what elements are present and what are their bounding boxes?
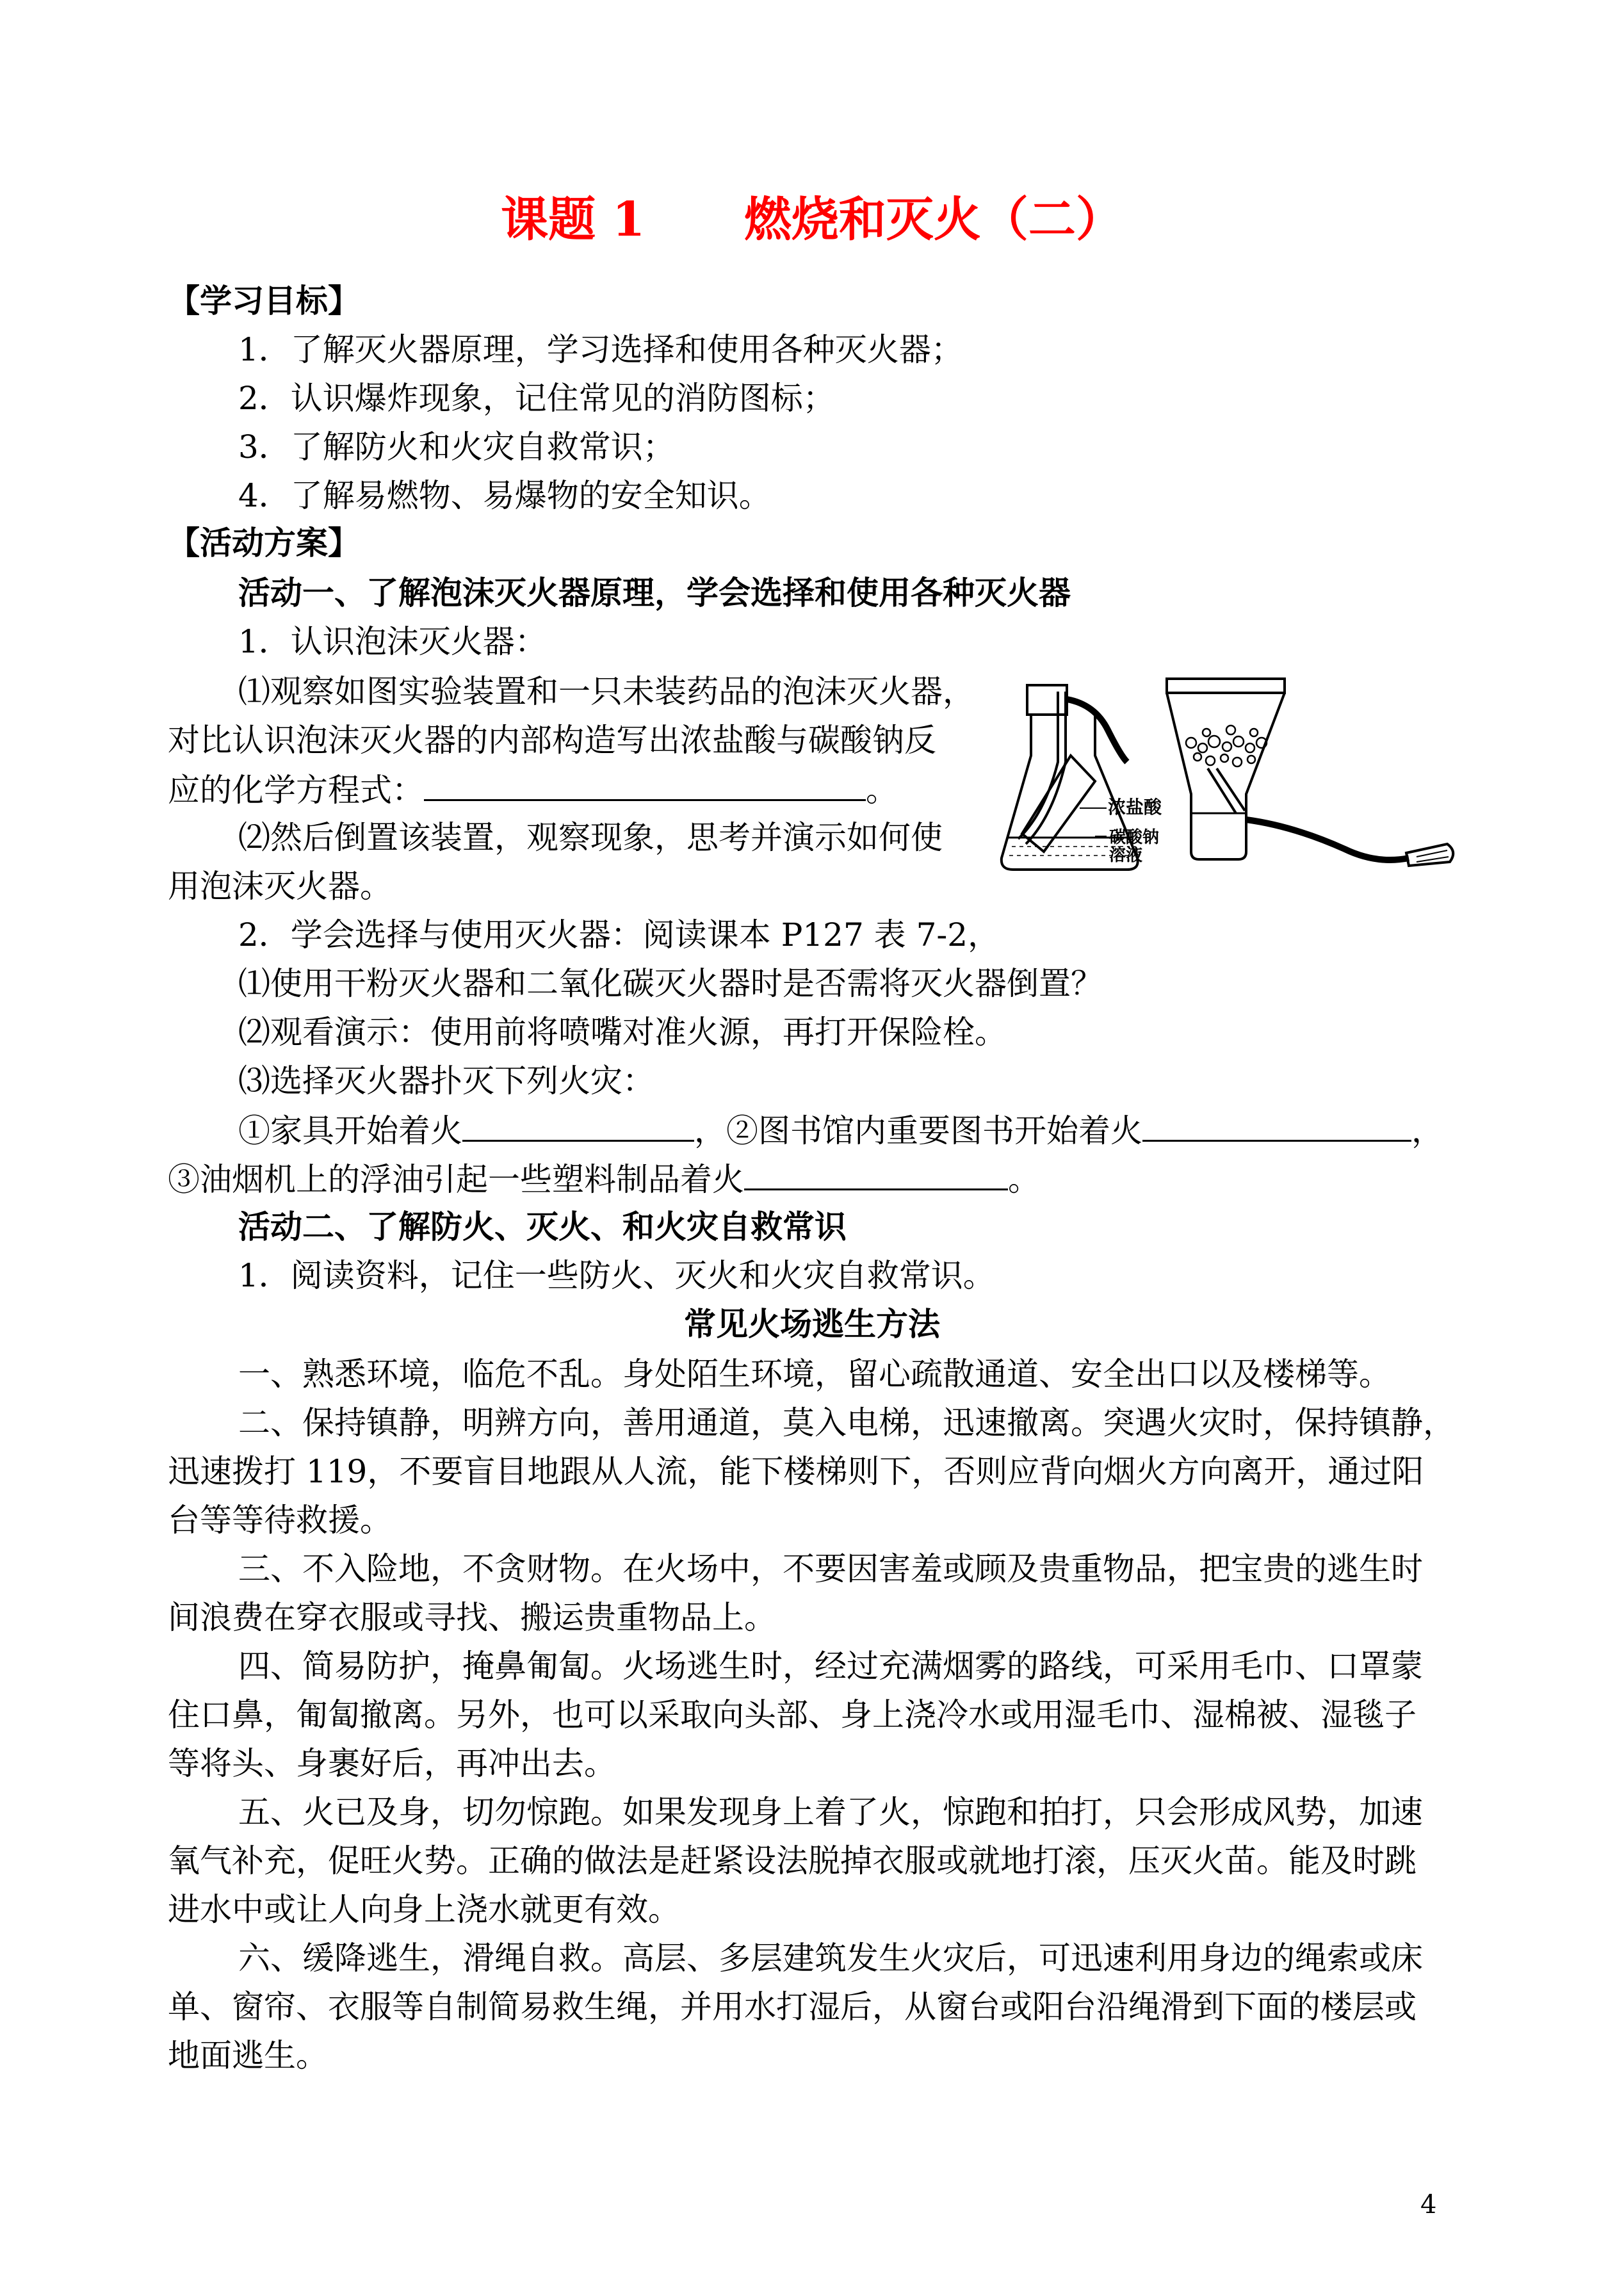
article-line: 迅速拨打 119，不要盲目地跟从人流，能下楼梯则下，否则应背向烟火方向离开，通过阳: [168, 1453, 1424, 1490]
article-line: 氧气补充，促旺火势。正确的做法是赶紧设法脱掉衣服或就地打滚，压灭火苗。能及时跳: [168, 1842, 1417, 1879]
objective-item: 3．了解防火和火灾自救常识；: [238, 428, 675, 466]
question-item: ⑶选择灭火器扑灭下列火灾：: [238, 1062, 654, 1099]
answer-blank-furniture[interactable]: [462, 1110, 694, 1142]
fire-case-books: ，②图书馆内重要图书开始着火: [694, 1112, 1142, 1149]
article-line: 二、保持镇静，明辨方向，善用通道，莫入电梯，迅速撤离。突遇火灾时，保持镇静，: [238, 1404, 1455, 1441]
fire-choice-row: ①家具开始着火 ，②图书馆内重要图书开始着火 ，: [238, 1110, 1443, 1150]
article-line: 住口鼻，匍匐撤离。另外，也可以采取向头部、身上浇冷水或用湿毛巾、湿棉被、湿毯子: [168, 1696, 1417, 1733]
inverted-extinguisher: [1167, 679, 1453, 866]
fire-extinguisher-apparatus-diagram: [999, 666, 1460, 884]
spray-hose: [1246, 820, 1409, 860]
article-line: 进水中或让人向身上浇水就更有效。: [168, 1891, 680, 1928]
label-solution: 溶液: [1109, 846, 1143, 865]
spray-nozzle: [1406, 844, 1453, 866]
activity1-sub1: 1．认识泡沫灭火器：: [238, 623, 547, 660]
article-line: 六、缓降逃生，滑绳自救。高层、多层建筑发生火灾后，可迅速利用身边的绳索或床: [238, 1940, 1423, 1977]
outlet-hose: [1067, 699, 1127, 762]
activity2-sub1: 1．阅读资料，记住一些防火、灭火和火灾自救常识。: [238, 1257, 995, 1294]
article-line: 等将头、身裹好后，再冲出去。: [168, 1745, 616, 1782]
paragraph-line: ⑵然后倒置该装置，观察现象，思考并演示如何使: [238, 819, 943, 856]
objective-item: 4．了解易燃物、易爆物的安全知识。: [238, 477, 771, 514]
article-title: 常见火场逃生方法: [684, 1305, 940, 1343]
question-item: ⑴使用干粉灭火器和二氧化碳灭火器时是否需将灭火器倒置？: [238, 965, 1103, 1002]
article-line: 四、简易防护，掩鼻匍匐。火场逃生时，经过充满烟雾的路线，可采用毛巾、口罩蒙: [238, 1648, 1423, 1685]
objectives-header: 【学习目标】: [168, 282, 360, 320]
article-line: 地面逃生。: [168, 2037, 328, 2074]
article-line: 台等等待救援。: [168, 1502, 392, 1539]
article-line: 三、不入险地，不贪财物。在火场中，不要因害羞或顾及贵重物品，把宝贵的逃生时: [238, 1550, 1423, 1587]
article-line: 一、熟悉环境，临危不乱。身处陌生环境，留心疏散通道、安全出口以及楼梯等。: [238, 1356, 1391, 1393]
equation-period: 。: [866, 772, 898, 809]
foam-bubbles: [1186, 726, 1267, 766]
objective-item: 2．认识爆炸现象，记住常见的消防图标；: [238, 380, 835, 417]
activity2-heading: 活动二、了解防火、灭火、和火灾自救常识: [238, 1208, 847, 1245]
fire-case-furniture: ①家具开始着火: [238, 1112, 462, 1149]
plan-header: 【活动方案】: [168, 524, 360, 562]
paragraph-line: 对比认识泡沫灭火器的内部构造写出浓盐酸与碳酸钠反: [168, 722, 936, 759]
page-title: 课题 1 燃烧和灭火（二）: [501, 192, 1123, 247]
fire-choice-row: ③油烟机上的浮油引起一些塑料制品着火 。: [168, 1159, 1040, 1199]
activity1-sub2: 2．学会选择与使用灭火器：阅读课本 P127 表 7-2，: [238, 916, 1000, 953]
objective-item: 1．了解灭火器原理，学习选择和使用各种灭火器；: [238, 331, 963, 368]
article-line: 五、火已及身，切勿惊跑。如果发现身上着了火，惊跑和拍打，只会形成风势，加速: [238, 1794, 1423, 1831]
article-line: 单、窗帘、衣服等自制简易救生绳，并用水打湿后，从窗台或阳台沿绳滑到下面的楼层或: [168, 1988, 1417, 2025]
label-sodium-carbonate: 碳酸钠: [1109, 828, 1160, 847]
inverted-flask-body: [1167, 693, 1285, 859]
paragraph-line: 用泡沫灭火器。: [168, 868, 392, 905]
page-number: 4: [1420, 2190, 1437, 2219]
article-line: 间浪费在穿衣服或寻找、搬运贵重物品上。: [168, 1599, 776, 1636]
equation-answer-blank[interactable]: [424, 770, 866, 801]
equation-prompt: [168, 770, 898, 809]
fire-case-grease: ③油烟机上的浮油引起一些塑料制品着火: [168, 1161, 744, 1198]
equation-label: 应的化学方程式：: [168, 772, 424, 809]
answer-blank-books[interactable]: [1142, 1110, 1411, 1142]
activity1-heading: 活动一、了解泡沫灭火器原理，学会选择和使用各种灭火器: [238, 574, 1071, 612]
label-concentrated-hcl: 浓盐酸: [1108, 797, 1162, 818]
answer-blank-grease[interactable]: [744, 1159, 1008, 1190]
question-item: ⑵观看演示：使用前将喷嘴对准火源，再打开保险栓。: [238, 1014, 1007, 1051]
paragraph-line: ⑴观察如图实验装置和一只未装药品的泡沫灭火器，: [238, 673, 975, 710]
flask-stopper: [1027, 685, 1067, 715]
